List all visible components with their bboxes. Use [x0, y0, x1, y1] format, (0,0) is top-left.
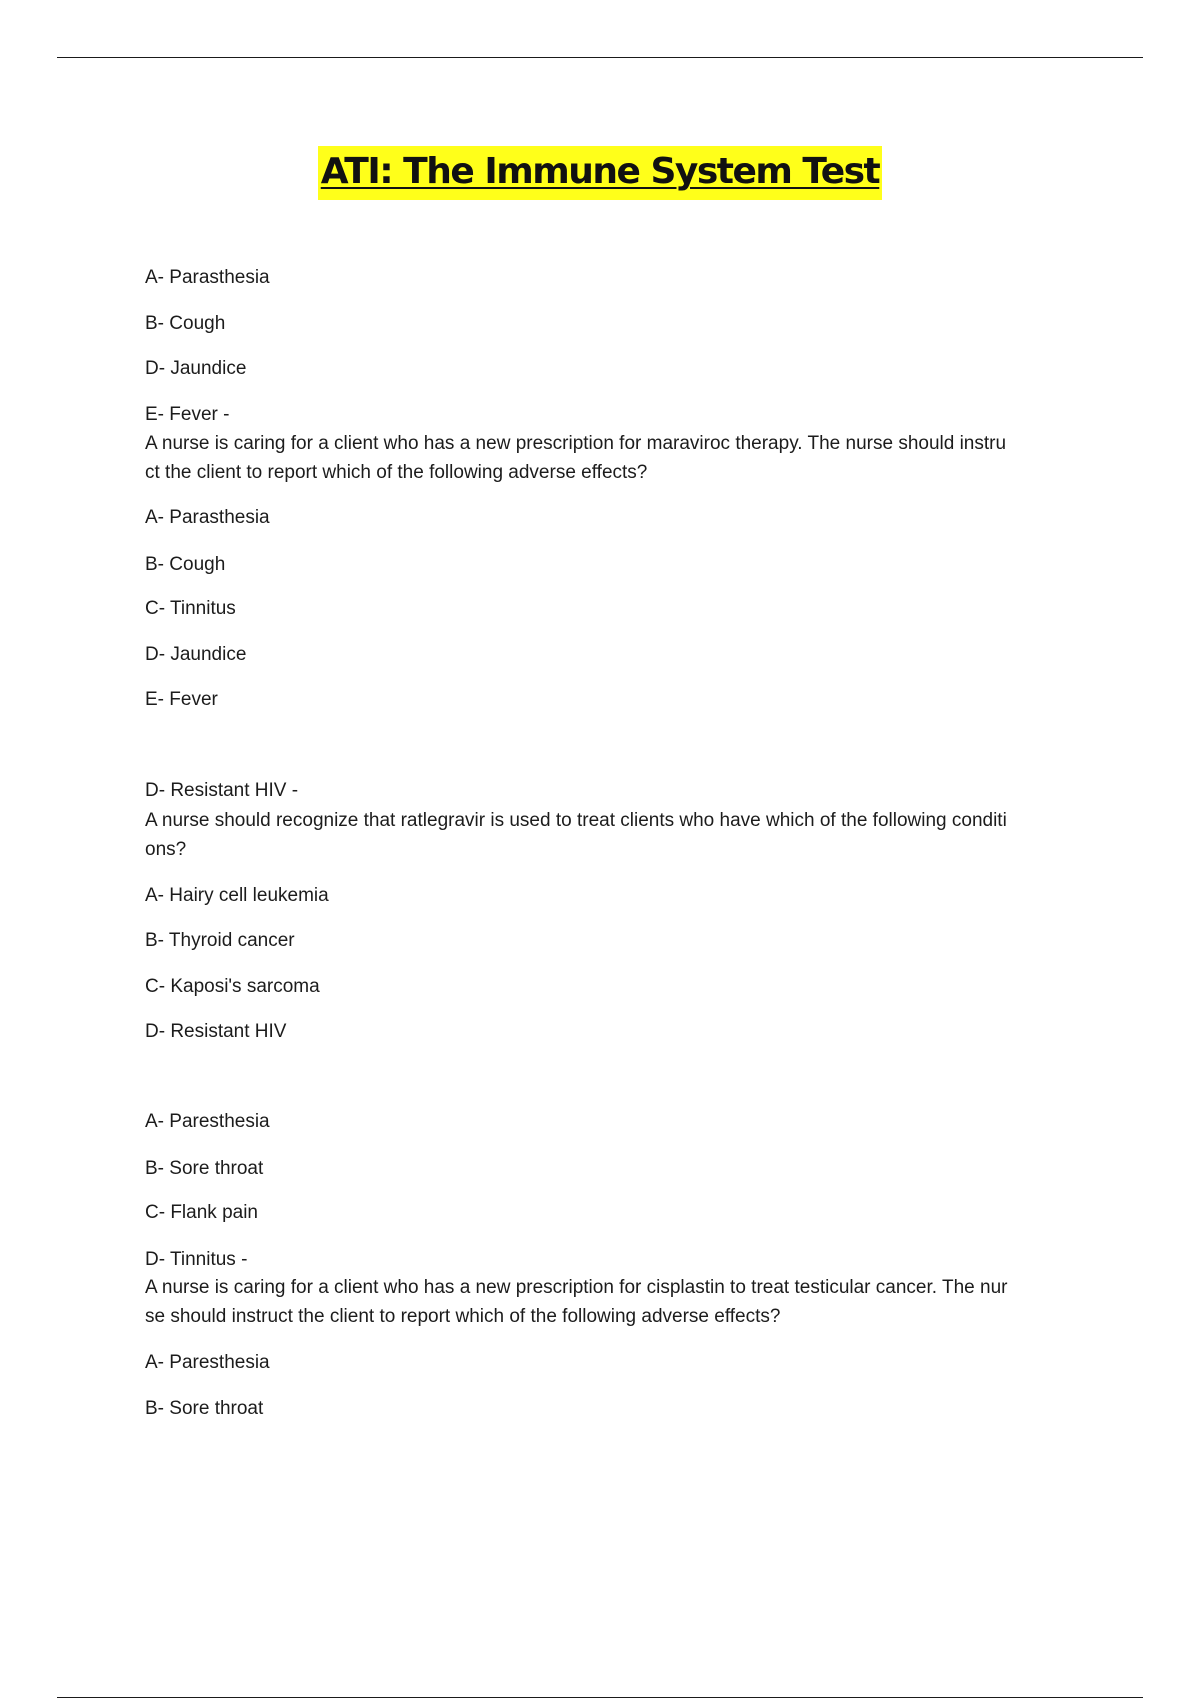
question-text	[145, 1273, 1095, 1331]
option-line: B- Sore throat	[145, 1158, 264, 1179]
option-line: C- Kaposi's sarcoma	[145, 976, 320, 997]
question-line: se should instruct the client to report which of the following adverse effects?	[145, 1306, 781, 1327]
question-text	[145, 429, 1095, 487]
option-line: B- Thyroid cancer	[145, 930, 295, 951]
option-line: A- Paresthesia	[145, 1111, 270, 1132]
answer-line: D- Resistant HIV -	[145, 780, 299, 801]
option-line: B- Cough	[145, 313, 226, 334]
document-title: ATI: The Immune System Test	[318, 146, 883, 200]
option-line: C- Flank pain	[145, 1202, 258, 1223]
option-line: D- Jaundice	[145, 358, 247, 379]
question-line: A nurse should recognize that ratlegravir is used to treat clients who have which of the following conditi	[145, 810, 1007, 831]
question-line: ons?	[145, 839, 187, 860]
answer-line: D- Tinnitus -	[145, 1249, 248, 1270]
question-line: A nurse is caring for a client who has a new prescription for cisplastin to treat testicular cancer. The nur	[145, 1277, 1008, 1298]
option-line: A- Parasthesia	[145, 267, 270, 288]
option-line: D- Jaundice	[145, 644, 247, 665]
option-line: E- Fever	[145, 689, 218, 710]
option-line: C- Tinnitus	[145, 598, 236, 619]
header-rule	[57, 57, 1143, 58]
answer-line: E- Fever -	[145, 404, 230, 425]
option-line: B- Cough	[145, 554, 226, 575]
option-line: B- Sore throat	[145, 1398, 264, 1419]
question-text	[145, 806, 1095, 864]
option-line: D- Resistant HIV	[145, 1021, 287, 1042]
option-line: A- Hairy cell leukemia	[145, 885, 329, 906]
question-line: A nurse is caring for a client who has a new prescription for maraviroc therapy. The nurse should instru	[145, 433, 1007, 454]
footer-rule	[57, 1697, 1143, 1698]
question-line: ct the client to report which of the following adverse effects?	[145, 462, 648, 483]
option-line: A- Paresthesia	[145, 1352, 270, 1373]
title-block	[0, 146, 1200, 200]
option-line: A- Parasthesia	[145, 507, 270, 528]
